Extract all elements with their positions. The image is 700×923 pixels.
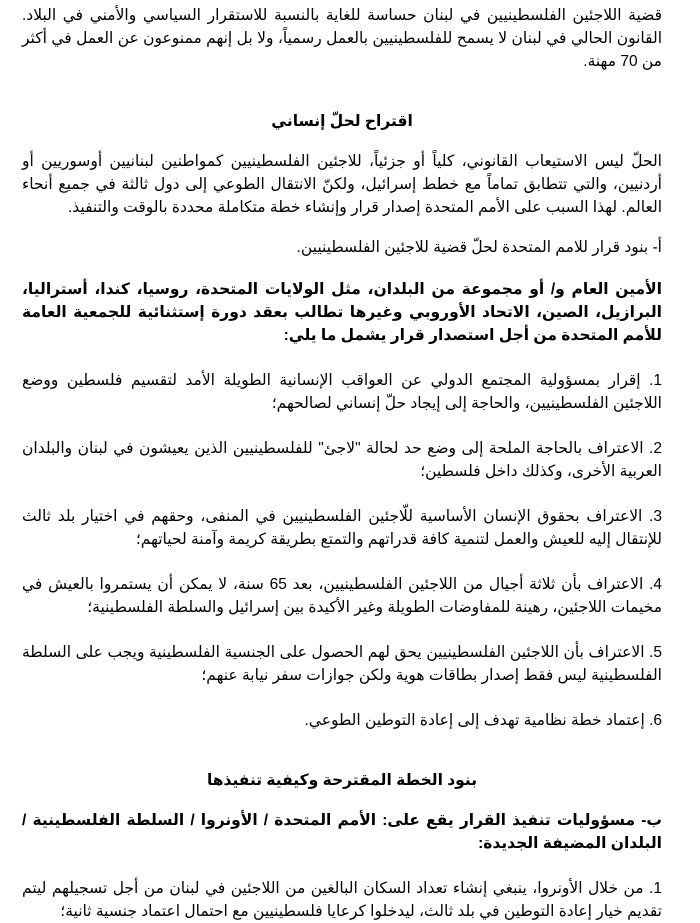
document-page <box>22 4 662 923</box>
section-heading-plan-implementation: بنود الخطة المقترحة وكيفية تنفيذها <box>206 772 478 789</box>
solution-paragraph: الحلّ ليس الاستيعاب القانوني، كلياً أو جزئياً، للاجئين الفلسطينيين كمواطنين لبنانيين أوسوريين أو أردنيين، والتي تتطابق تماماً مع خطط إسرائيل، ولكنّ الانتقال الطوعي إلى دول ثالثة في جميع أنحاء العالم. لهذا السبب على الأمم المتحدة إصدار قرار وإنشاء خطة متكاملة محددة بالوقت والتنفيذ. <box>22 153 662 216</box>
resolution-item-1: 1. إقرار بمسؤولية المجتمع الدولي عن العواقب الإنسانية الطويلة الأمد لتقسيم فلسطين ووضع اللاجئين الفلسطينيين، والحاجة إلى إيجاد حلّ إنساني لصالحهم؛ <box>22 372 662 412</box>
resolution-item-4: 4. الاعتراف بأن ثلاثة أجيال من اللاجئين الفلسطينيين، بعد 65 سنة، لا يمكن أن يستمروا بالعيش في مخيمات اللاجئين، رهينة للمفاوضات الطويلة وغير الأكيدة بين إسرائيل والسلطة الفلسطينية؛ <box>22 576 662 616</box>
resolution-item-2: 2. الاعتراف بالحاجة الملحة إلى وضع حد لحالة "لاجئ" للفلسطينيين الذين يعيشون في لبنان والبلدان العربية الأخرى، وكذلك داخل فلسطين؛ <box>22 440 662 480</box>
resolution-item-6: 6. إعتماد خطة نظامية تهدف إلى إعادة التوطين الطوعي. <box>304 712 662 729</box>
section-heading-humanitarian-solution: اقتراح لحلّ إنساني <box>271 113 413 130</box>
plan-item-1: 1. من خلال الأونروا، ينبغي إنشاء تعداد السكان البالغين من اللاجئين في لبنان من أجل تسجيلهم ليتم تقديم خيار إعادة التوطين في بلد ثالث، ليدخلوا كرعايا فلسطينيين مع احتمال اعتماد جنسية ثانية؛ <box>22 880 662 920</box>
resolution-item-5: 5. الاعتراف بأن اللاجئين الفلسطينيين يحق لهم الحصول على الجنسية الفلسطينية ويجب على السلطة الفلسطينية ليس فقط إصدار بطاقات هوية ولكن جوازات سفر نيابة عنهم؛ <box>22 644 662 684</box>
intro-paragraph: قضية اللاجئين الفلسطينيين في لبنان حساسة للغاية بالنسبة للاستقرار السياسي والأمني في البلاد. القانون الحالي في لبنان لا يسمح للفلسطينيين بالعمل رسمياً، ولا بل إنهم ممنوعون عن العمل في أكثر من 70 مهنة. <box>22 7 662 70</box>
subheading-b: ب- مسؤوليات تنفيذ القرار يقع على: الأمم المتحدة / الأونروا / السلطة الفلسطينية / البلدان المضيفة الجديدة: <box>22 812 662 852</box>
subheading-a: أ- بنود قرار للامم المتحدة لحلّ قضية للاجئين الفلسطينيين. <box>296 239 662 256</box>
resolution-item-3: 3. الاعتراف بحقوق الإنسان الأساسية للّاجئين الفلسطينيين في المنفى، وحقهم في اختيار بلد ثالث للإنتقال إليه للعيش والعمل لتنمية كافة قدراتهم والتمتع بطريقة كريمة وآمنة لحياتهم؛ <box>22 508 662 548</box>
resolution-call-paragraph: الأمين العام و/ أو مجموعة من البلدان، مثل الولايات المتحدة، روسيا، كندا، أستراليا، البرازيل، الصين، الاتحاد الأوروبي وغيرها تطالب بعقد دورة إستثنائية للجمعية العامة للأمم المتحدة من أجل استصدار قرار يشمل ما يلي: <box>22 281 662 344</box>
